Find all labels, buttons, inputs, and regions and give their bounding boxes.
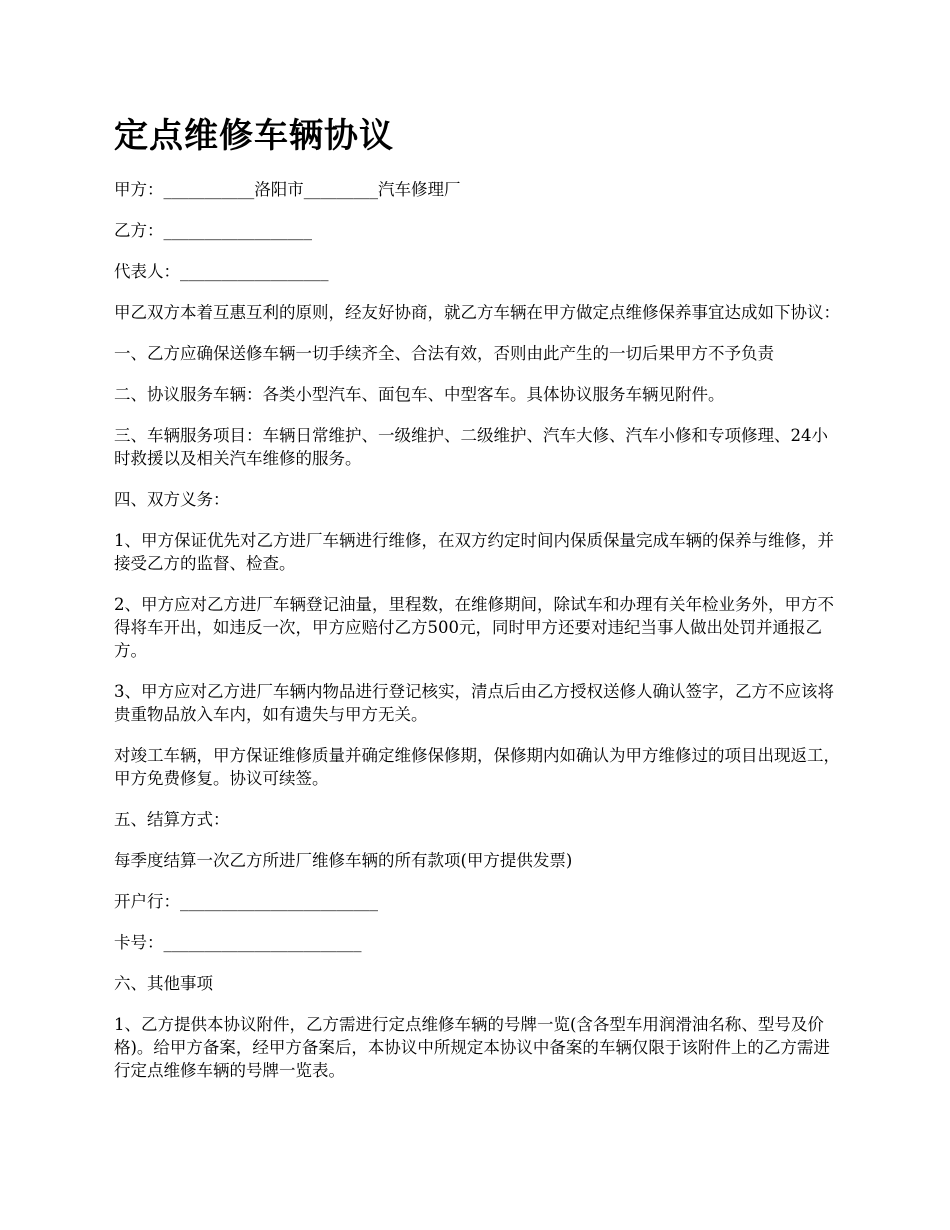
obligation-1: 1、甲方保证优先对乙方进厂车辆进行维修，在双方约定时间内保质保量完成车辆的保养与维修，并接受乙方的监督、检查。 (114, 531, 834, 573)
party-b-line: 乙方：__________________ (114, 221, 312, 240)
intro-paragraph: 甲乙双方本着互惠互利的原则，经友好协商，就乙方车辆在甲方做定点维修保养事宜达成如下协议： (114, 303, 840, 322)
bank-line: 开户行：________________________ (114, 892, 378, 911)
clause-2: 二、协议服务车辆：各类小型汽车、面包车、中型客车。具体协议服务车辆见附件。 (114, 385, 725, 404)
representative-line: 代表人：__________________ (114, 262, 329, 281)
warranty-paragraph: 对竣工车辆，甲方保证维修质量并确定维修保修期，保修期内如确认为甲方维修过的项目出现返工，甲方免费修复。协议可续签。 (114, 746, 840, 788)
section-heading-obligations: 四、双方义务： (114, 490, 230, 509)
document-title: 定点维修车辆协议 (114, 116, 394, 156)
card-number-line: 卡号：________________________ (114, 933, 362, 952)
obligation-2: 2、甲方应对乙方进厂车辆登记油量，里程数，在维修期间，除试车和办理有关年检业务外，甲方不得将车开出，如违反一次，甲方应赔付乙方500元，同时甲方还要对违纪当事人做出处罚并通报乙方。 (114, 595, 834, 660)
other-item-1: 1、乙方提供本协议附件，乙方需进行定点维修车辆的号牌一览(含各型车用润滑油名称、型号及价格)。给甲方备案，经甲方备案后，本协议中所规定本协议中备案的车辆仅限于该附件上的乙方需进行定点维修车辆的号牌一览表。 (114, 1015, 830, 1080)
settlement-paragraph: 每季度结算一次乙方所进厂维修车辆的所有款项(甲方提供发票) (114, 851, 573, 870)
clause-3: 三、车辆服务项目：车辆日常维护、一级维护、二级维护、汽车大修、汽车小修和专项修理、24小时救援以及相关汽车维修的服务。 (114, 426, 828, 468)
section-heading-settlement: 五、结算方式： (114, 810, 230, 829)
section-heading-other: 六、其他事项 (114, 974, 213, 993)
obligation-3: 3、甲方应对乙方进厂车辆内物品进行登记核实，清点后由乙方授权送修人确认签字，乙方不应该将贵重物品放入车内，如有遗失与甲方无关。 (114, 682, 834, 724)
clause-1: 一、乙方应确保送修车辆一切手续齐全、合法有效，否则由此产生的一切后果甲方不予负责 (114, 344, 774, 363)
document-page (114, 112, 842, 1100)
party-a-line: 甲方：___________洛阳市_________汽车修理厂 (114, 180, 461, 199)
